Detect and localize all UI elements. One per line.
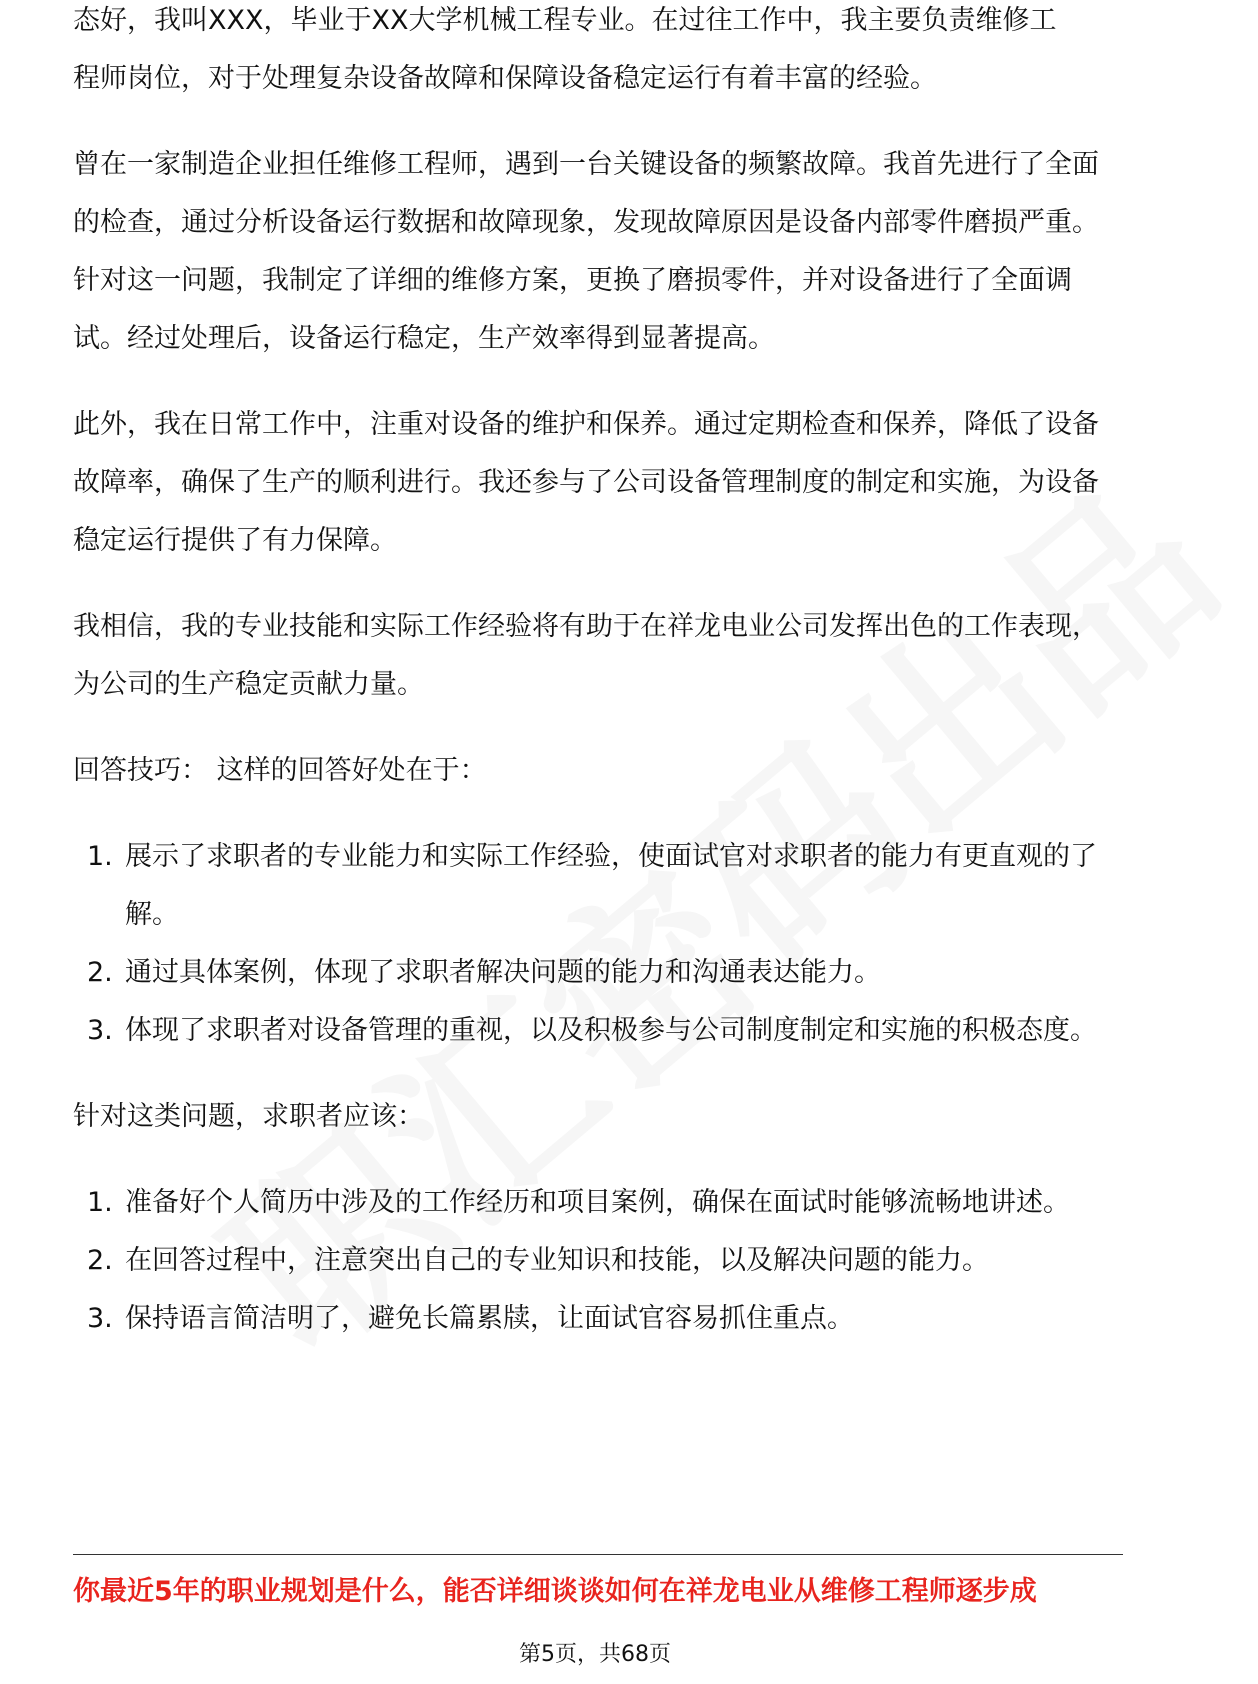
list-item: [73, 1002, 1123, 1060]
list-item: [73, 828, 1123, 944]
list-text: 在回答过程中，注意突出自己的专业知识和技能，以及解决问题的能力。: [125, 1245, 989, 1276]
list-item: [73, 1232, 1123, 1290]
list-item: [73, 944, 1123, 1002]
list-number: 2.: [87, 1245, 113, 1276]
paragraph-case: 曾在一家制造企业担任维修工程师，遇到一台关键设备的频繁故障。我首先进行了全面的检查，通过分析设备运行数据和故障现象，发现故障原因是设备内部零件磨损严重。针对这一问题，我制定了详细的维修方案，更换了磨损零件，并对设备进行了全面调试。经过处理后，设备运行稳定，生产效率得到显著提高。: [73, 149, 1099, 354]
list-text: 展示了求职者的专业能力和实际工作经验，使面试官对求职者的能力有更直观的了解。: [125, 841, 1097, 930]
paragraph-maintenance: 此外，我在日常工作中，注重对设备的维护和保养。通过定期检查和保养，降低了设备故障率，确保了生产的顺利进行。我还参与了公司设备管理制度的制定和实施，为设备稳定运行提供了有力保障。: [73, 409, 1099, 556]
list-number: 1.: [87, 841, 113, 872]
page-number: 第5页，共68页: [519, 1642, 671, 1667]
list-item: [73, 1290, 1123, 1348]
list-text: 体现了求职者对设备管理的重视，以及积极参与公司制度制定和实施的积极态度。: [125, 1015, 1097, 1046]
list-number: 3.: [87, 1303, 113, 1334]
paragraph-intro-end: 程师岗位，对于处理复杂设备故障和保障设备稳定运行有着丰富的经验。: [73, 63, 937, 94]
section-divider: [73, 1554, 1123, 1555]
list-text: 通过具体案例，体现了求职者解决问题的能力和沟通表达能力。: [125, 957, 881, 988]
list-text: 保持语言简洁明了，避免长篇累牍，让面试官容易抓住重点。: [125, 1303, 854, 1334]
tips-heading: 回答技巧： 这样的回答好处在于：: [73, 755, 487, 786]
paragraph-conclusion: 我相信，我的专业技能和实际工作经验将有助于在祥龙电业公司发挥出色的工作表现，为公司的生产稳定贡献力量。: [73, 611, 1099, 700]
tips-list: [73, 828, 1123, 1060]
advice-list: [73, 1174, 1123, 1348]
list-number: 2.: [87, 957, 113, 988]
list-number: 1.: [87, 1187, 113, 1218]
list-text: 准备好个人简历中涉及的工作经历和项目案例，确保在面试时能够流畅地讲述。: [125, 1187, 1070, 1218]
advice-heading: 针对这类问题，求职者应该：: [73, 1101, 424, 1132]
cut-off-line: [73, 5, 1123, 80]
cut-off-line-text: 态好，我叫XXX，毕业于XX大学机械工程专业。在过往工作中，我主要负责维修工: [73, 5, 1057, 36]
document-body: [73, 5, 1123, 1376]
next-question-heading: 你最近5年的职业规划是什么，能否详细谈谈如何在祥龙电业从维修工程师逐步成: [73, 1576, 1037, 1607]
list-item: [73, 1174, 1123, 1232]
list-number: 3.: [87, 1015, 113, 1046]
